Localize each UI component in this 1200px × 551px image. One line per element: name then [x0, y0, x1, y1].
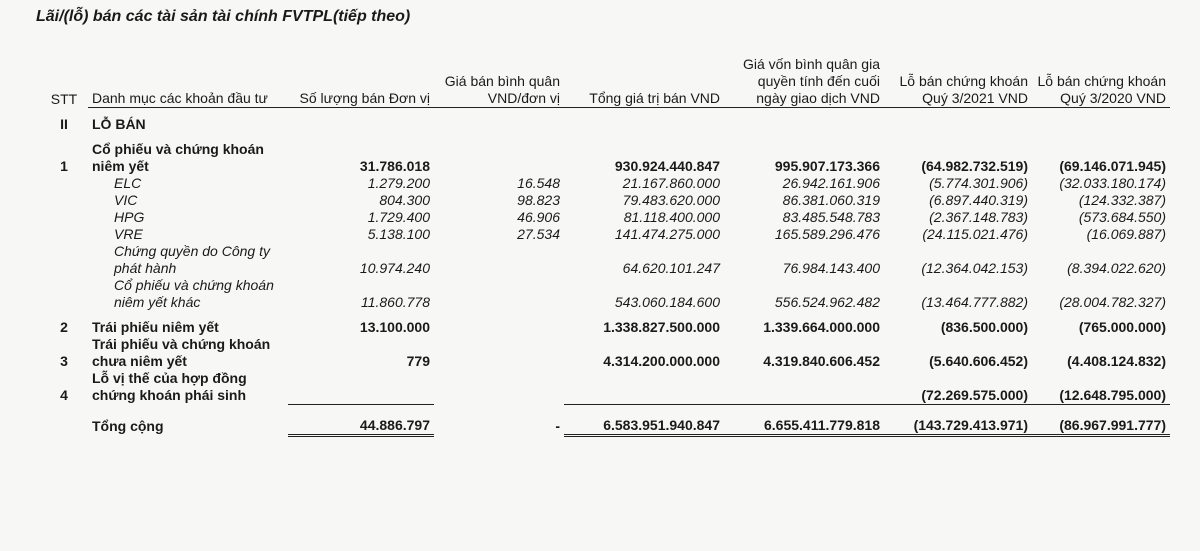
- row-qty: 10.974.240: [359, 260, 430, 276]
- row-qty: 779: [406, 353, 430, 369]
- total-qty: 44.886.797: [288, 417, 434, 436]
- row-loss-2020: (573.684.550): [1078, 209, 1166, 225]
- table-row: [40, 192, 1170, 209]
- row-loss-2021: (64.982.732.519): [921, 158, 1028, 174]
- header-loss-2020: Lỗ bán chứng khoán Quý 3/2020 VND: [1032, 56, 1170, 108]
- table-row: [40, 209, 1170, 226]
- row-cost: 165.589.296.476: [774, 226, 880, 242]
- row-price: 46.906: [517, 209, 560, 225]
- row-stt: 2: [60, 319, 68, 335]
- total-cost: 6.655.411.779.818: [724, 417, 884, 436]
- row-total: [564, 370, 724, 404]
- row-name: Lỗ vị thế của hợp đồng chứng khoán phái sinh: [92, 370, 247, 403]
- row-price: 16.548: [517, 175, 560, 191]
- row-price: [434, 277, 564, 311]
- row-stt: 4: [60, 387, 68, 403]
- table-row: [40, 319, 1170, 336]
- row-loss-2020: (32.033.180.174): [1059, 175, 1166, 191]
- header-loss-2021: Lỗ bán chứng khoán Quý 3/2021 VND: [884, 56, 1032, 108]
- row-total: 21.167.860.000: [622, 175, 720, 191]
- row-loss-2020: (8.394.022.620): [1067, 260, 1166, 276]
- row-name: Chứng quyền do Công ty phát hành: [114, 243, 270, 276]
- row-name: VRE: [114, 226, 143, 242]
- table-row: [40, 141, 1170, 175]
- section-label: LỖ BÁN: [92, 116, 146, 132]
- row-loss-2020: (12.648.795.000): [1032, 370, 1170, 404]
- row-cost: 76.984.143.400: [782, 260, 880, 276]
- header-total-value: Tổng giá trị bán VND: [564, 56, 724, 108]
- table-row: [40, 243, 1170, 277]
- total-value: 6.583.951.940.847: [564, 417, 724, 436]
- row-loss-2021: (12.364.042.153): [921, 260, 1028, 276]
- row-cost: 1.339.664.000.000: [763, 319, 880, 335]
- row-name: HPG: [114, 209, 145, 225]
- row-loss-2021: (13.464.777.882): [921, 294, 1028, 310]
- row-cost: [724, 370, 884, 404]
- row-qty: 13.100.000: [359, 319, 430, 335]
- row-cost: 995.907.173.366: [774, 158, 880, 174]
- table-row: [40, 226, 1170, 243]
- row-price: [434, 336, 564, 370]
- row-cost: 556.524.962.482: [774, 294, 880, 310]
- row-qty: 1.729.400: [367, 209, 430, 225]
- row-price: [434, 319, 564, 336]
- total-loss-2020: (86.967.991.777): [1032, 417, 1170, 436]
- row-total: 141.474.275.000: [614, 226, 720, 242]
- row-total: 1.338.827.500.000: [603, 319, 720, 335]
- row-loss-2021: (5.640.606.452): [929, 353, 1028, 369]
- row-total: 81.118.400.000: [623, 209, 720, 225]
- row-loss-2020: (124.332.387): [1078, 192, 1166, 208]
- row-loss-2021: (836.500.000): [940, 319, 1028, 335]
- row-name: ELC: [114, 175, 142, 191]
- table-row: [40, 175, 1170, 192]
- section-row: [40, 116, 1170, 133]
- total-loss-2021: (143.729.413.971): [884, 417, 1032, 436]
- row-total: 543.060.184.600: [614, 294, 720, 310]
- row-qty: 804.300: [379, 192, 430, 208]
- row-qty: 11.860.778: [360, 294, 430, 310]
- row-price: 27.534: [517, 226, 560, 242]
- row-cost: 26.942.161.906: [782, 175, 880, 191]
- table-row: [40, 336, 1170, 370]
- page-title: Lãi/(lỗ) bán các tài sản tài chính FVTPL(tiếp theo): [36, 8, 411, 25]
- row-qty: 1.279.200: [367, 175, 430, 191]
- row-name: Cổ phiếu và chứng khoán niêm yết khác: [114, 277, 274, 310]
- header-quantity: Số lượng bán Đơn vị: [288, 56, 434, 108]
- row-name: Trái phiếu niêm yết: [92, 319, 219, 335]
- row-qty: 31.786.018: [359, 158, 430, 174]
- total-row: [40, 417, 1170, 436]
- row-loss-2020: (16.069.887): [1086, 226, 1166, 242]
- row-price: [434, 141, 564, 175]
- table-row: [40, 277, 1170, 311]
- row-loss-2021: (5.774.301.906): [929, 175, 1028, 191]
- row-name: Trái phiếu và chứng khoán chưa niêm yết: [92, 336, 271, 369]
- row-price: [434, 243, 564, 277]
- row-stt: 1: [60, 158, 68, 174]
- row-qty: 5.138.100: [367, 226, 430, 242]
- row-price: 98.823: [517, 192, 560, 208]
- row-loss-2021: (2.367.148.783): [929, 209, 1028, 225]
- row-price: [434, 370, 564, 404]
- section-stt: II: [60, 116, 68, 132]
- row-loss-2020: (69.146.071.945): [1059, 158, 1166, 174]
- row-loss-2021: (24.115.021.476): [922, 226, 1028, 242]
- row-stt: 3: [60, 353, 68, 369]
- row-total: 930.924.440.847: [614, 158, 720, 174]
- row-loss-2021: (72.269.575.000): [884, 370, 1032, 404]
- row-name: VIC: [114, 192, 138, 208]
- header-row: [40, 56, 1170, 108]
- row-loss-2020: (765.000.000): [1078, 319, 1166, 335]
- table-row: [40, 370, 1170, 404]
- fvtpl-loss-table: [40, 56, 1170, 437]
- total-price: -: [555, 418, 560, 434]
- row-loss-2021: (6.897.440.319): [929, 192, 1028, 208]
- row-name: Cổ phiếu và chứng khoán niêm yết: [92, 141, 264, 174]
- total-label: Tổng cộng: [92, 418, 164, 434]
- row-cost: 83.485.548.783: [782, 209, 880, 225]
- row-cost: 4.319.840.606.452: [763, 353, 880, 369]
- row-loss-2020: (28.004.782.327): [1059, 294, 1166, 310]
- row-qty: [288, 370, 434, 404]
- row-cost: 86.381.060.319: [782, 192, 880, 208]
- header-avg-price: Giá bán bình quân VND/đơn vị: [434, 56, 564, 108]
- header-avg-cost: Giá vốn bình quân gia quyền tính đến cuối ngày giao dịch VND: [724, 56, 884, 108]
- row-total: 4.314.200.000.000: [603, 353, 720, 369]
- header-stt: STT: [50, 90, 78, 107]
- row-total: 64.620.101.247: [622, 260, 720, 276]
- row-total: 79.483.620.000: [622, 192, 720, 208]
- row-loss-2020: (4.408.124.832): [1067, 353, 1166, 369]
- header-category: Danh mục các khoản đầu tư: [88, 56, 288, 108]
